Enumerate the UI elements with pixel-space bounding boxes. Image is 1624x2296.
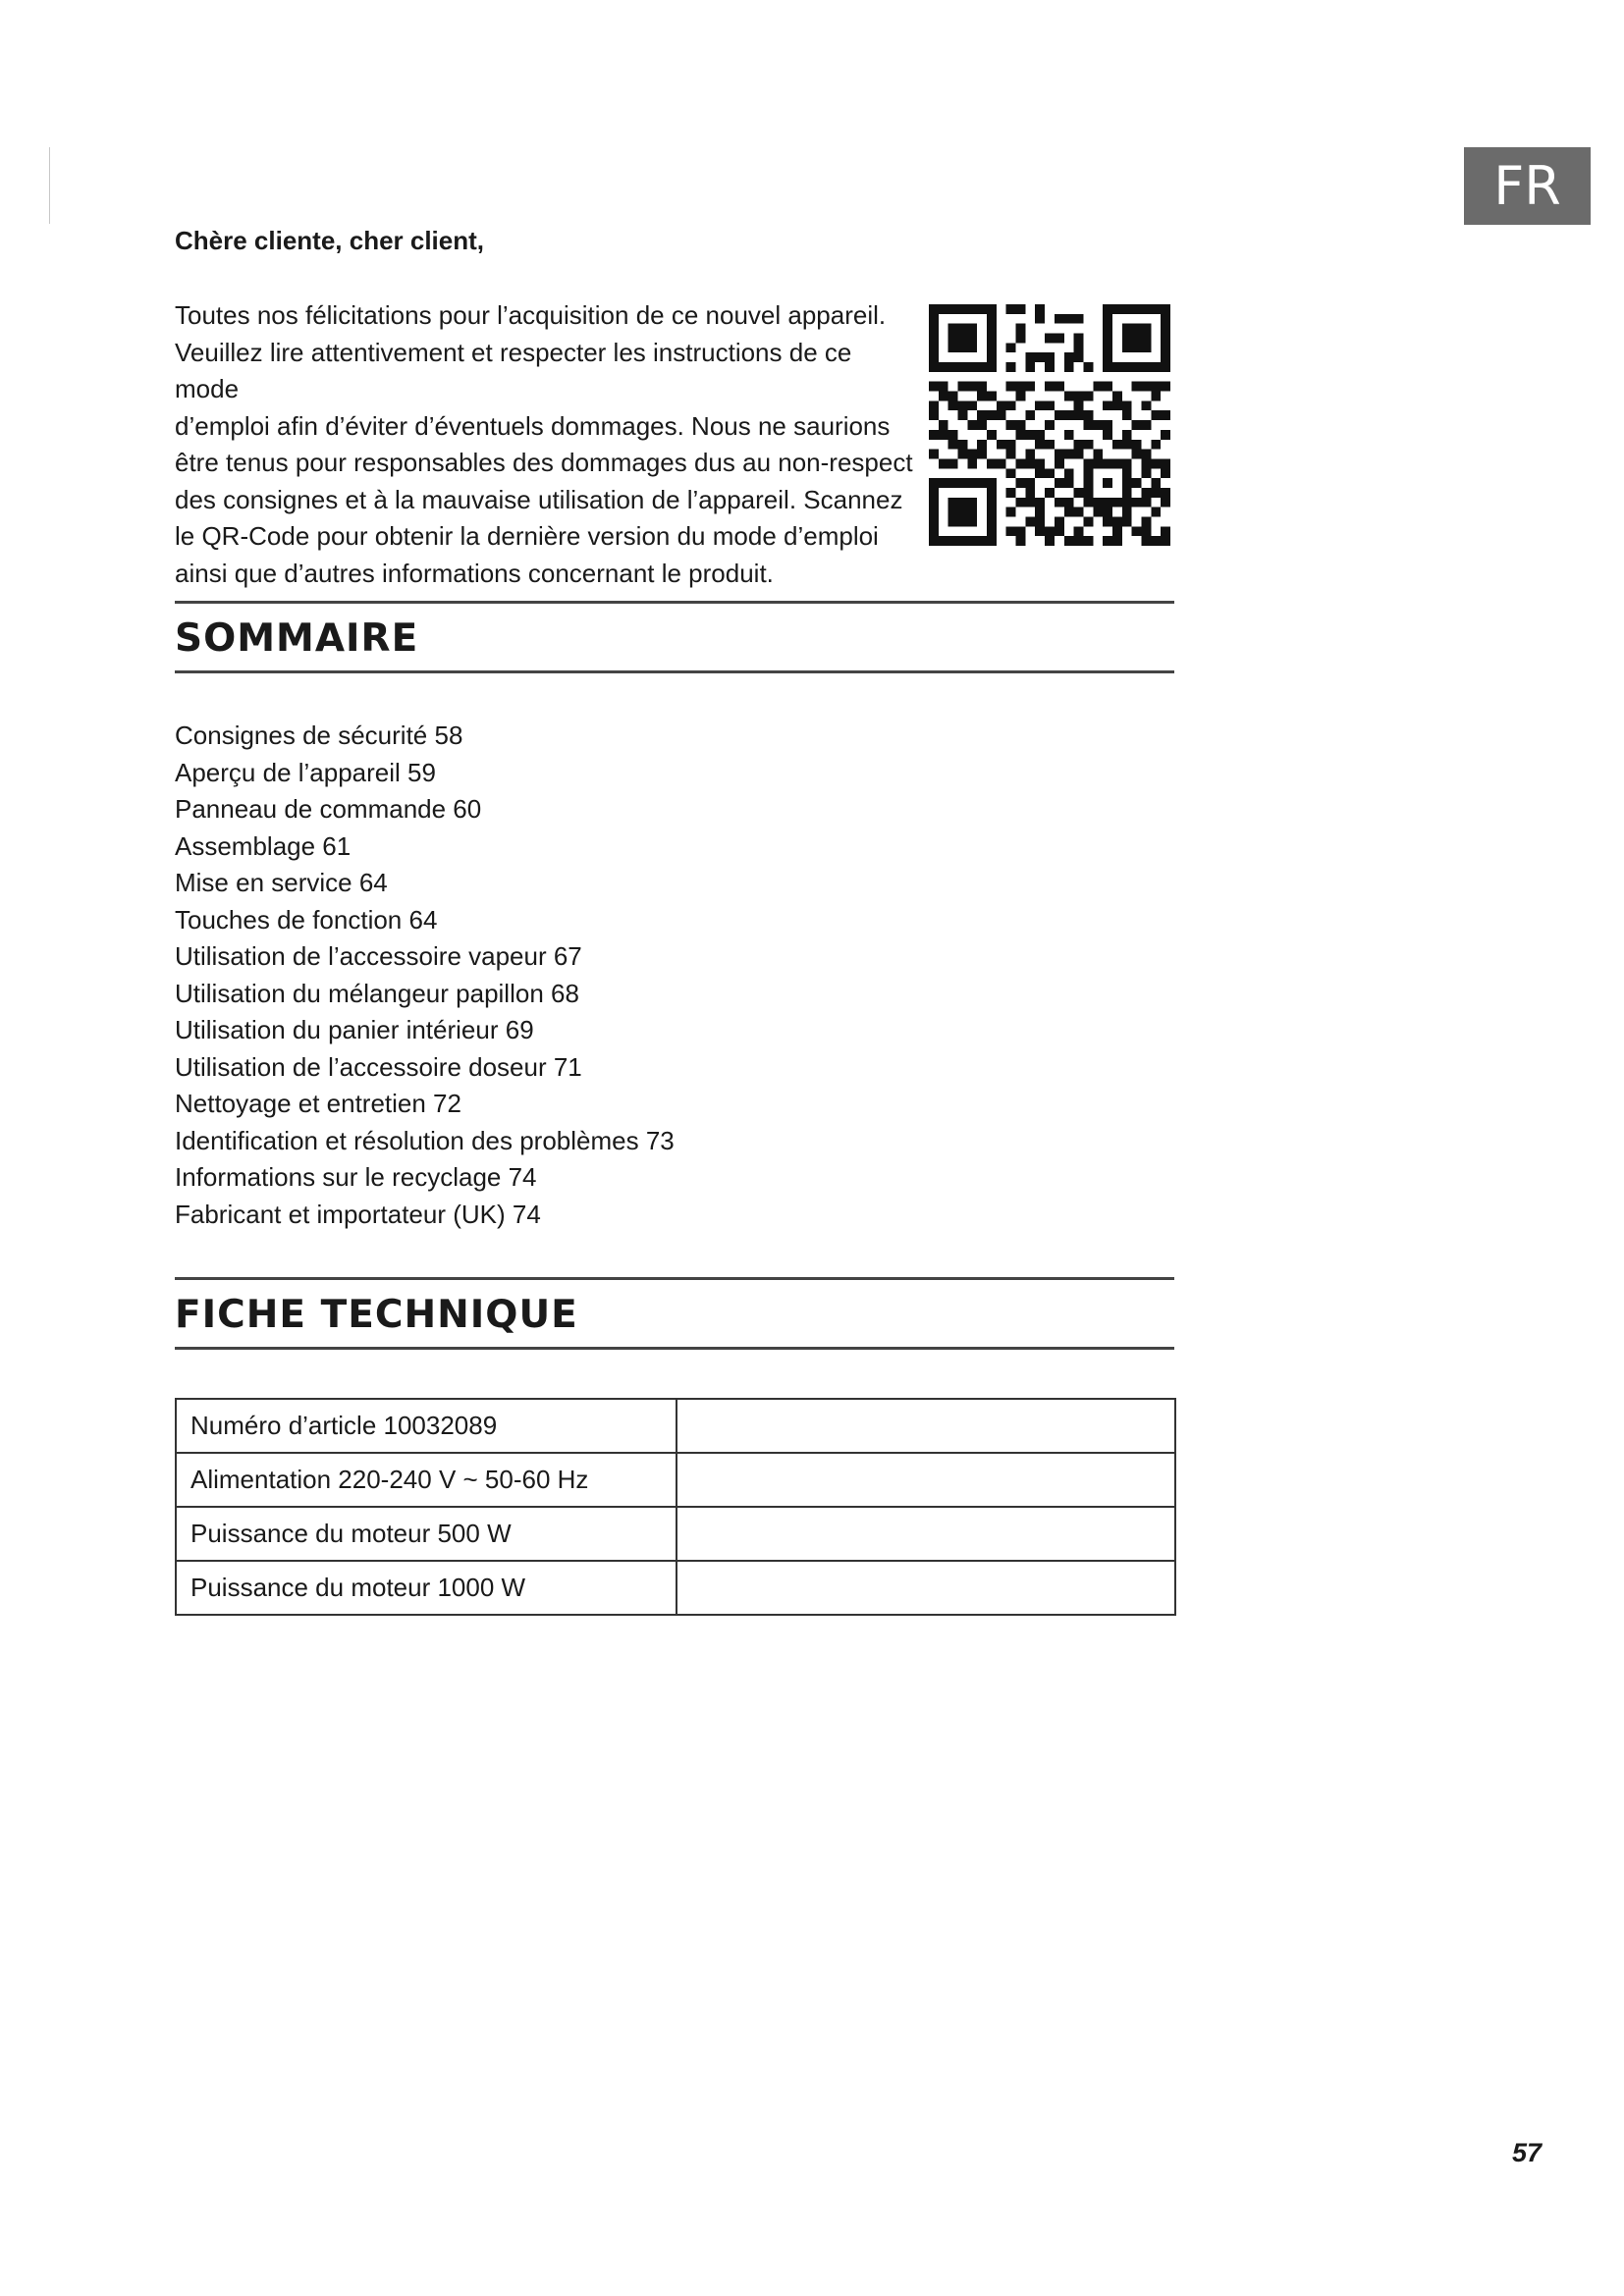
toc-item: Panneau de commande 60 bbox=[175, 794, 482, 824]
spec-value bbox=[677, 1561, 1175, 1615]
spec-value bbox=[677, 1453, 1175, 1507]
greeting: Chère cliente, cher client, bbox=[175, 226, 485, 255]
toc-item: Informations sur le recyclage 74 bbox=[175, 1162, 537, 1192]
specs-table bbox=[175, 1398, 1176, 1616]
section-rule bbox=[175, 670, 1174, 673]
contents-heading: SOMMAIRE bbox=[175, 616, 419, 661]
spec-label: Alimentation 220-240 V ~ 50-60 Hz bbox=[176, 1453, 677, 1507]
toc-item: Consignes de sécurité 58 bbox=[175, 721, 463, 750]
toc-item: Mise en service 64 bbox=[175, 868, 388, 897]
table-row bbox=[176, 1507, 1175, 1561]
toc-item: Utilisation de l’accessoire vapeur 67 bbox=[175, 941, 582, 971]
table-of-contents bbox=[175, 718, 675, 1233]
toc-item: Nettoyage et entretien 72 bbox=[175, 1089, 461, 1118]
table-row bbox=[176, 1561, 1175, 1615]
intro-line: le QR-Code pour obtenir la dernière version du mode d’emploi bbox=[175, 521, 879, 551]
section-rule bbox=[175, 601, 1174, 604]
toc-item: Fabricant et importateur (UK) 74 bbox=[175, 1199, 541, 1229]
language-badge: FR bbox=[1464, 147, 1591, 225]
intro-line: d’emploi afin d’éviter d’éventuels dommages. Nous ne saurions bbox=[175, 410, 891, 441]
table-row bbox=[176, 1399, 1175, 1453]
section-rule bbox=[175, 1277, 1174, 1280]
toc-item: Aperçu de l’appareil 59 bbox=[175, 757, 436, 787]
toc-item: Identification et résolution des problèmes 73 bbox=[175, 1125, 675, 1155]
toc-item: Utilisation de l’accessoire doseur 71 bbox=[175, 1051, 582, 1082]
toc-item: Utilisation du mélangeur papillon 68 bbox=[175, 978, 579, 1008]
margin-line bbox=[49, 147, 50, 224]
intro-line: Veuillez lire attentivement et respecter les instructions de ce mode bbox=[175, 337, 852, 403]
toc-item: Utilisation du panier intérieur 69 bbox=[175, 1015, 534, 1044]
spec-label: Puissance du moteur 500 W bbox=[176, 1507, 677, 1561]
spec-value bbox=[677, 1507, 1175, 1561]
table-row bbox=[176, 1453, 1175, 1507]
spec-label: Numéro d’article 10032089 bbox=[176, 1399, 677, 1453]
intro-line: des consignes et à la mauvaise utilisation de l’appareil. Scannez bbox=[175, 484, 903, 514]
toc-item: Touches de fonction 64 bbox=[175, 904, 438, 934]
spec-label: Puissance du moteur 1000 W bbox=[176, 1561, 677, 1615]
qr-code-icon[interactable] bbox=[929, 304, 1170, 546]
intro-line: être tenus pour responsables des dommages dus au non-respect bbox=[175, 448, 913, 477]
toc-item: Assemblage 61 bbox=[175, 830, 352, 861]
spec-value bbox=[677, 1399, 1175, 1453]
page-number: 57 bbox=[1512, 2138, 1543, 2167]
section-rule bbox=[175, 1347, 1174, 1350]
intro-paragraph bbox=[175, 297, 921, 592]
intro-line: ainsi que d’autres informations concernant le produit. bbox=[175, 558, 774, 588]
specs-heading: FICHE TECHNIQUE bbox=[175, 1293, 578, 1337]
intro-line: Toutes nos félicitations pour l’acquisition de ce nouvel appareil. bbox=[175, 300, 887, 330]
